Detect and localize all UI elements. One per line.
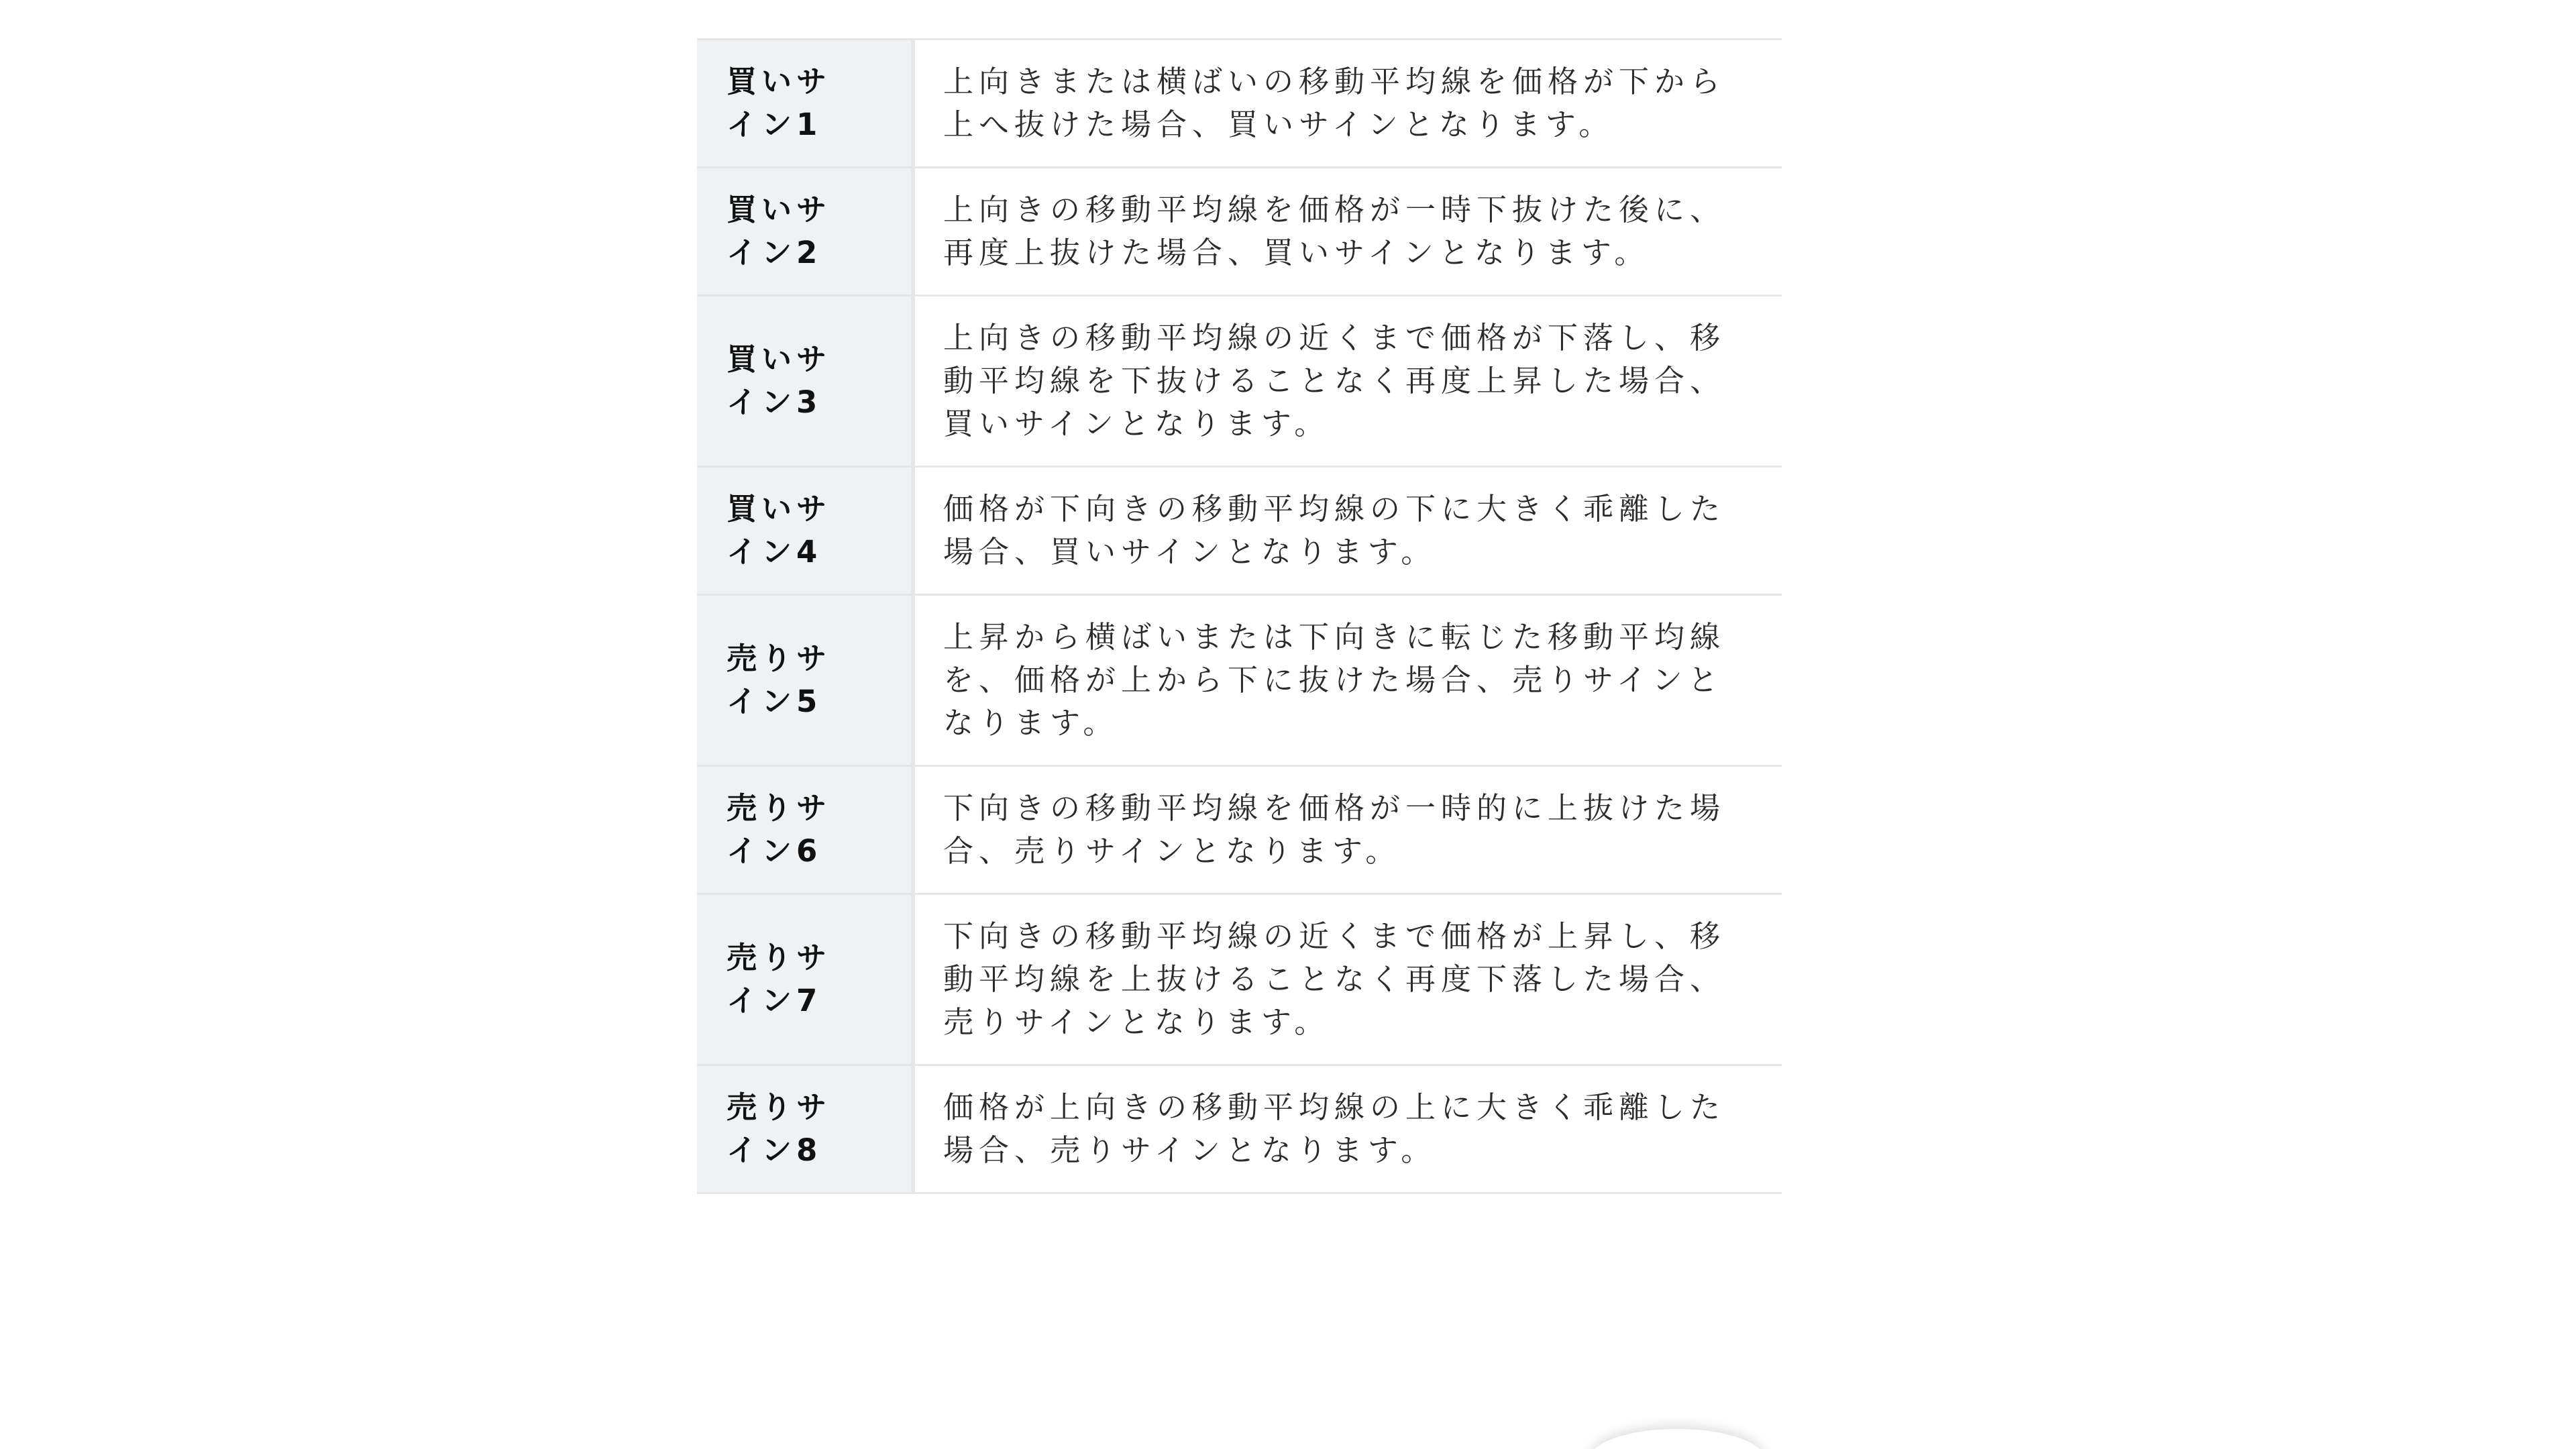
- table-row: [697, 467, 1782, 595]
- signal-label: [697, 766, 913, 894]
- signal-description: 上向きの移動平均線を価格が一時下抜けた後に、再度上抜けた場合、買いサインとなります。: [943, 192, 1726, 270]
- signal-label-line2: イン5: [727, 684, 822, 719]
- signal-label: [697, 894, 913, 1065]
- table-row: [697, 40, 1782, 168]
- signal-description: 上向きの移動平均線の近くまで価格が下落し、移動平均線を下抜けることなく再度上昇した場合、買いサインとなります。: [943, 320, 1726, 441]
- table-row: [697, 296, 1782, 467]
- signal-label-line2: イン2: [727, 235, 822, 270]
- signal-label: [697, 168, 913, 296]
- signal-description: 下向きの移動平均線を価格が一時的に上抜けた場合、売りサインとなります。: [943, 790, 1726, 869]
- signal-label-line2: イン3: [727, 384, 822, 420]
- signal-label: [697, 595, 913, 766]
- signal-label-line2: イン1: [727, 107, 822, 142]
- signal-description: 上昇から横ばいまたは下向きに転じた移動平均線を、価格が上から下に抜けた場合、売りサインとなります。: [943, 619, 1726, 741]
- signal-label-line2: イン7: [727, 983, 822, 1018]
- signal-description: 価格が下向きの移動平均線の下に大きく乖離した場合、買いサインとなります。: [943, 491, 1726, 570]
- signal-label-line1: 買いサ: [727, 341, 832, 377]
- signal-label-line1: 買いサ: [727, 192, 832, 227]
- table-row: [697, 894, 1782, 1065]
- signal-label: [697, 40, 913, 168]
- signal-label-line2: イン4: [727, 534, 822, 570]
- table-row: [697, 168, 1782, 296]
- signal-label-line1: 買いサ: [727, 64, 832, 99]
- signal-label-line1: 売りサ: [727, 641, 832, 676]
- signal-description: 下向きの移動平均線の近くまで価格が上昇し、移動平均線を上抜けることなく再度下落した場合、売りサインとなります。: [943, 918, 1726, 1040]
- signal-label-line2: イン8: [727, 1132, 822, 1168]
- signal-label: [697, 1065, 913, 1193]
- signal-label-line2: イン6: [727, 833, 822, 869]
- signal-label-line1: 売りサ: [727, 1089, 832, 1125]
- table-row: [697, 595, 1782, 766]
- signal-label: [697, 296, 913, 467]
- signal-description: 上向きまたは横ばいの移動平均線を価格が下から上へ抜けた場合、買いサインとなります。: [943, 64, 1726, 142]
- signal-label: [697, 467, 913, 595]
- table-row: [697, 766, 1782, 894]
- signal-label-line1: 売りサ: [727, 940, 832, 975]
- granville-signals-table: [697, 38, 1782, 1194]
- table-row: [697, 1065, 1782, 1193]
- signal-description: 価格が上向きの移動平均線の上に大きく乖離した場合、売りサインとなります。: [943, 1089, 1726, 1168]
- signal-label-line1: 買いサ: [727, 491, 832, 527]
- floating-button-edge[interactable]: [1590, 1429, 1764, 1449]
- signals-table-container: [697, 38, 1782, 1194]
- signal-label-line1: 売りサ: [727, 790, 832, 826]
